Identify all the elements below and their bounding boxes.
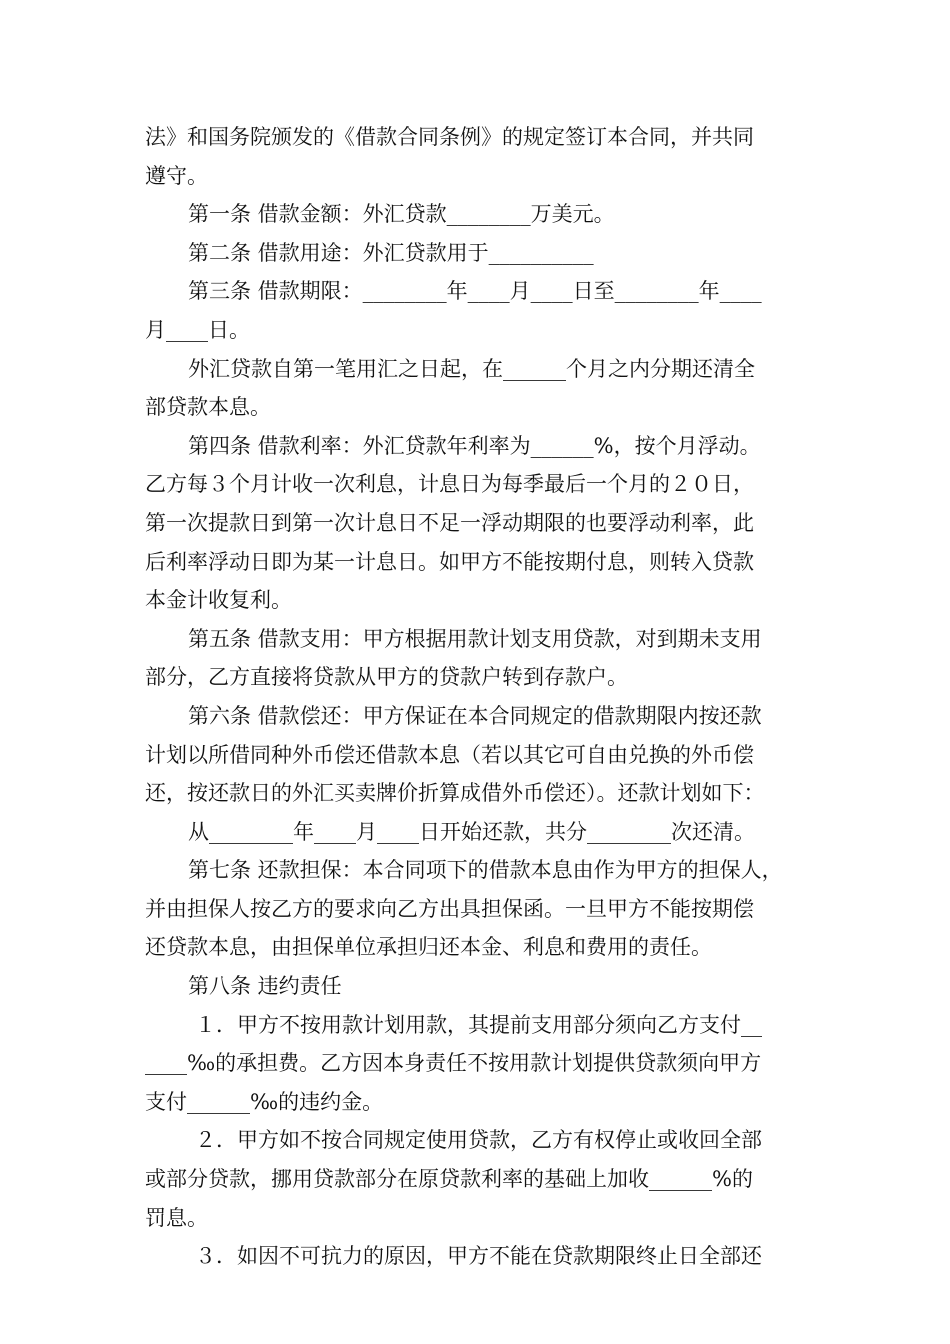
text-line: 月____日。 [145, 317, 250, 342]
text-line: 第二条 借款用途：外汇贷款用于__________ [188, 240, 594, 265]
text-line: 并由担保人按乙方的要求向乙方出具担保函。一旦甲方不能按期偿 [145, 896, 754, 921]
text-line: 第一次提款日到第一次计息日不足一浮动期限的也要浮动利率，此 [145, 510, 754, 535]
text-line: 法》和国务院颁发的《借款合同条例》的规定签订本合同，并共同 [145, 125, 754, 149]
text-line: 或部分贷款，挪用贷款部分在原贷款利率的基础上加收______%的 [145, 1167, 753, 1192]
text-line: 第八条 违约责任 [188, 974, 342, 999]
text-line: 罚息。 [145, 1205, 208, 1230]
text-line: 第五条 借款支用：甲方根据用款计划支用贷款，对到期未支用 [188, 626, 762, 651]
text-line: 还，按还款日的外汇买卖牌价折算成借外币偿还）。还款计划如下： [145, 781, 765, 806]
text-line: 遵守。 [145, 163, 208, 188]
text-line: ____‰的承担费。乙方因本身责任不按用款计划提供贷款须向甲方 [145, 1051, 762, 1076]
text-line: 第六条 借款偿还：甲方保证在本合同规定的借款期限内按还款 [188, 703, 762, 728]
text-line: 本金计收复利。 [145, 588, 292, 613]
contract-body [145, 118, 815, 1276]
text-line: 部贷款本息。 [145, 395, 271, 420]
text-line: 第三条 借款期限：________年____月____日至________年____ [188, 279, 762, 304]
text-line: 从________年____月____日开始还款，共分________次还清。 [188, 819, 755, 844]
text-line: 后利率浮动日即为某一计息日。如甲方不能按期付息，则转入贷款 [145, 549, 754, 574]
text-line: ２．甲方如不按合同规定使用贷款，乙方有权停止或收回全部 [195, 1128, 762, 1153]
text-line: 乙方每３个月计收一次利息，计息日为每季最后一个月的２０日， [145, 472, 754, 497]
text-line: 部分，乙方直接将贷款从甲方的贷款户转到存款户。 [145, 665, 628, 690]
text-line: 第四条 借款利率：外汇贷款年利率为______%，按个月浮动。 [188, 433, 761, 458]
text-line: 计划以所借同种外币偿还借款本息（若以其它可自由兑换的外币偿 [145, 742, 754, 767]
text-line: 还贷款本息，由担保单位承担归还本金、利息和费用的责任。 [145, 935, 712, 960]
text-line: 第一条 借款金额：外汇贷款________万美元。 [188, 202, 615, 227]
text-line: 第七条 还款担保：本合同项下的借款本息由作为甲方的担保人， [188, 858, 783, 883]
text-line: 支付______‰的违约金。 [145, 1089, 384, 1114]
text-line: １．甲方不按用款计划用款，其提前支用部分须向乙方支付__ [195, 1012, 762, 1037]
text-line: 外汇贷款自第一笔用汇之日起，在______个月之内分期还清全 [188, 356, 755, 381]
text-line: ３．如因不可抗力的原因，甲方不能在贷款期限终止日全部还 [195, 1244, 762, 1269]
